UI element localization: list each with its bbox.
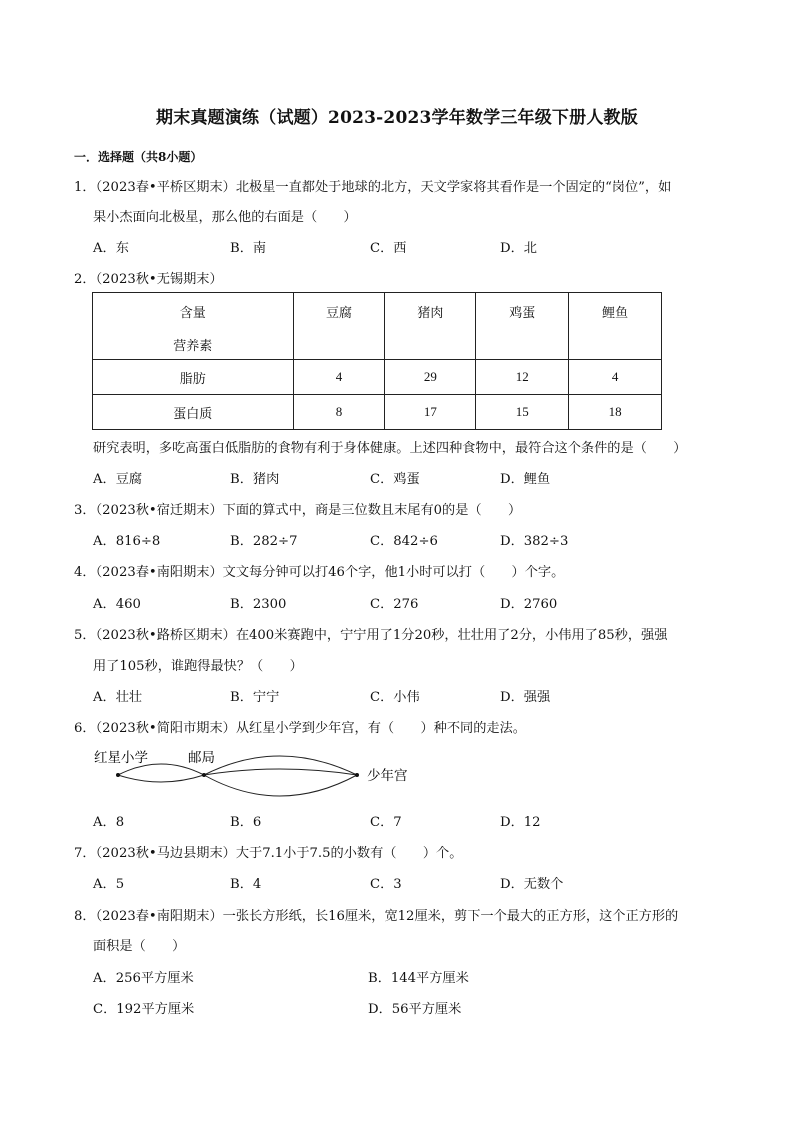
q2-option-d[interactable]: D．鲤鱼 [500, 472, 551, 487]
question-8-text-cont: 面积是（ ） [93, 939, 186, 954]
table-cell: 8 [293, 395, 385, 430]
q7-option-c[interactable]: C．3 [370, 877, 402, 892]
question-5-text: 5．（2023秋•路桥区期末）在400米赛跑中，宁宁用了1分20秒，壮壮用了2分，小伟用了85秒，强强 [74, 628, 668, 643]
q7-option-d[interactable]: D．无数个 [500, 877, 564, 892]
table-cell: 12 [476, 360, 569, 395]
header-content-label: 含量 [179, 306, 206, 321]
q1-option-b[interactable]: B．南 [230, 241, 267, 256]
q3-option-b[interactable]: B．282÷7 [230, 534, 298, 549]
q5-option-a[interactable]: A．壮壮 [93, 690, 143, 705]
question-3-text: 3．（2023秋•宿迁期末）下面的算式中，商是三位数且末尾有0的是（ ） [74, 503, 522, 518]
q7-option-a[interactable]: A．5 [93, 877, 125, 892]
node-dot [116, 773, 120, 777]
column-header-carp: 鲤鱼 [569, 293, 662, 360]
q6-option-c[interactable]: C．7 [370, 815, 402, 830]
column-header-egg: 鸡蛋 [476, 293, 569, 360]
table-corner-cell [93, 293, 294, 360]
diagram-label-youth-palace: 少年宫 [367, 768, 408, 783]
q4-option-d[interactable]: D．2760 [500, 597, 558, 612]
row-label-fat: 脂肪 [93, 360, 294, 395]
table-row [93, 395, 662, 430]
diagram-label-school: 红星小学 [94, 750, 148, 765]
question-5-text-cont: 用了105秒，谁跑得最快？（ ） [93, 659, 303, 674]
q4-option-a[interactable]: A．460 [93, 597, 141, 612]
q1-option-d[interactable]: D．北 [500, 241, 537, 256]
q8-option-c[interactable]: C．192平方厘米 [93, 1002, 195, 1017]
question-8-text: 8．（2023春•南阳期末）一张长方形纸，长16厘米，宽12厘米，剪下一个最大的正方形，这个正方形的 [74, 909, 679, 924]
q2-option-a[interactable]: A．豆腐 [93, 472, 143, 487]
section-heading: 一．选择题（共8小题） [74, 150, 203, 164]
q3-option-d[interactable]: D．382÷3 [500, 534, 569, 549]
route-diagram-svg [92, 745, 432, 805]
q1-option-c[interactable]: C．西 [370, 241, 407, 256]
table-row [93, 360, 662, 395]
q1-option-a[interactable]: A．东 [93, 241, 129, 256]
route-line [204, 775, 357, 796]
nutrition-table [92, 292, 662, 430]
diagram-label-post-office: 邮局 [188, 750, 215, 765]
q6-option-d[interactable]: D．12 [500, 815, 541, 830]
q5-option-b[interactable]: B．宁宁 [230, 690, 280, 705]
column-header-tofu: 豆腐 [293, 293, 385, 360]
question-2-text: 2．（2023秋•无锡期末） [74, 272, 223, 287]
q2-option-c[interactable]: C．鸡蛋 [370, 472, 420, 487]
q8-option-a[interactable]: A．256平方厘米 [93, 971, 194, 986]
node-dot [355, 773, 359, 777]
q3-option-c[interactable]: C．842÷6 [370, 534, 438, 549]
q3-option-a[interactable]: A．816÷8 [93, 534, 161, 549]
route-diagram [92, 745, 432, 809]
row-label-protein: 蛋白质 [93, 395, 294, 430]
table-cell: 17 [385, 395, 476, 430]
table-header-row [93, 293, 662, 360]
q4-option-b[interactable]: B．2300 [230, 597, 287, 612]
q6-option-b[interactable]: B．6 [230, 815, 262, 830]
question-2-text-cont: 研究表明，多吃高蛋白低脂肪的食物有利于身体健康。上述四种食物中，最符合这个条件的是（ ） [93, 441, 687, 456]
question-4-text: 4．（2023春•南阳期末）文文每分钟可以打46个字，他1小时可以打（ ）个字。 [74, 565, 565, 580]
table-cell: 29 [385, 360, 476, 395]
table-cell: 15 [476, 395, 569, 430]
q7-option-b[interactable]: B．4 [230, 877, 262, 892]
column-header-pork: 猪肉 [385, 293, 476, 360]
route-line [118, 764, 204, 775]
route-line [118, 775, 204, 782]
q5-option-c[interactable]: C．小伟 [370, 690, 420, 705]
question-7-text: 7．（2023秋•马边县期末）大于7.1小于7.5的小数有（ ）个。 [74, 846, 463, 861]
node-dot [202, 773, 206, 777]
question-6-text: 6．（2023秋•简阳市期末）从红星小学到少年宫，有（ ）种不同的走法。 [74, 721, 526, 736]
q8-option-b[interactable]: B．144平方厘米 [368, 971, 469, 986]
table-cell: 4 [569, 360, 662, 395]
page-title: 期末真题演练（试题）2023-2023学年数学三年级下册人教版 [156, 108, 638, 128]
question-1-text-cont: 果小杰面向北极星，那么他的右面是（ ） [93, 210, 357, 225]
table-cell: 18 [569, 395, 662, 430]
q4-option-c[interactable]: C．276 [370, 597, 419, 612]
q8-option-d[interactable]: D．56平方厘米 [368, 1002, 462, 1017]
q2-option-b[interactable]: B．猪肉 [230, 472, 280, 487]
route-line [204, 769, 357, 775]
question-1-text: 1．（2023春•平桥区期末）北极星一直都处于地球的北方，天文学家将其看作是一个固定的“岗位”，如 [74, 180, 672, 195]
table-cell: 4 [293, 360, 385, 395]
q6-option-a[interactable]: A．8 [93, 815, 125, 830]
q5-option-d[interactable]: D．强强 [500, 690, 551, 705]
header-nutrient-label: 营养素 [173, 339, 213, 354]
